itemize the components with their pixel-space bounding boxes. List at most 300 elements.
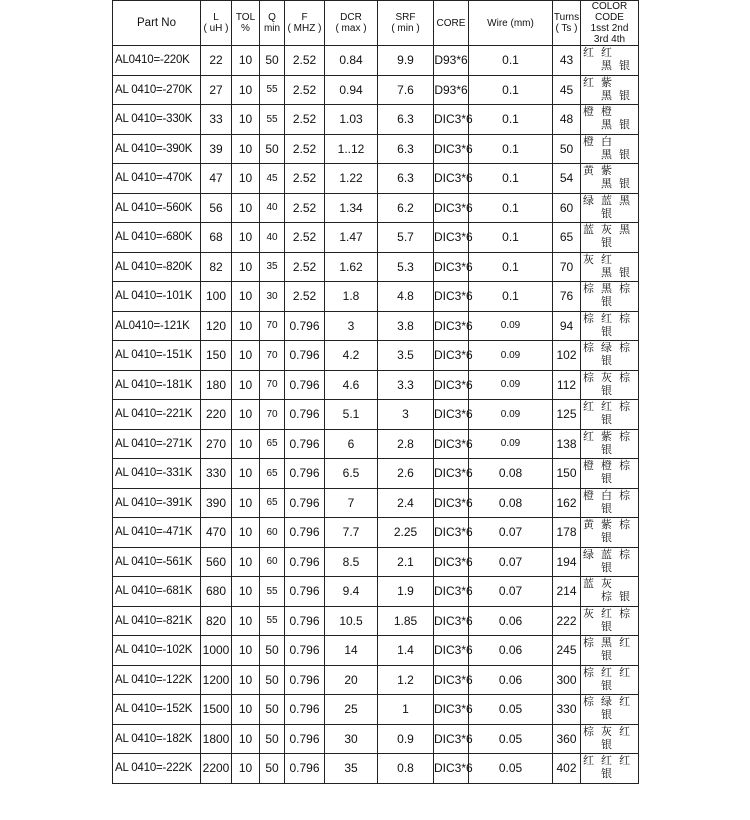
turns-cell: 138 <box>553 429 581 459</box>
turns-cell: 360 <box>553 724 581 754</box>
color-code-cell <box>581 724 639 754</box>
tolerance-cell: 10 <box>232 606 260 636</box>
part-number-cell: AL 0410=-820K <box>113 252 201 282</box>
dcr-cell: 8.5 <box>325 547 378 577</box>
core-cell: DIC3*6 <box>434 429 469 459</box>
wire-cell: 0.09 <box>469 341 553 371</box>
color-bands-line-1: 橙 白 <box>583 135 615 148</box>
part-number-cell: AL 0410=-271K <box>113 429 201 459</box>
turns-cell: 222 <box>553 606 581 636</box>
tolerance-cell: 10 <box>232 164 260 194</box>
q-cell: 70 <box>260 370 285 400</box>
q-cell: 50 <box>260 46 285 76</box>
color-code-cell <box>581 488 639 518</box>
color-bands-line-2: 黑 银 <box>601 60 633 73</box>
dcr-cell: 6 <box>325 429 378 459</box>
frequency-cell: 0.796 <box>285 577 325 607</box>
wire-cell: 0.09 <box>469 311 553 341</box>
dcr-cell: 1.34 <box>325 193 378 223</box>
color-bands-line-1: 灰 红 棕 <box>583 607 633 620</box>
color-bands-line-2: 黑 银 <box>601 89 633 102</box>
color-code-cell <box>581 252 639 282</box>
turns-cell: 300 <box>553 665 581 695</box>
wire-cell: 0.1 <box>469 252 553 282</box>
part-number-cell: AL 0410=-390K <box>113 134 201 164</box>
table-row <box>113 754 639 784</box>
frequency-cell: 0.796 <box>285 754 325 784</box>
core-cell: DIC3*6 <box>434 459 469 489</box>
frequency-cell: 2.52 <box>285 282 325 312</box>
color-bands-line-1: 红 红 红 <box>583 755 633 768</box>
wire-cell: 0.09 <box>469 370 553 400</box>
tolerance-cell: 10 <box>232 252 260 282</box>
dcr-cell: 20 <box>325 665 378 695</box>
frequency-cell: 0.796 <box>285 606 325 636</box>
core-cell: DIC3*6 <box>434 577 469 607</box>
srf-cell: 5.7 <box>378 223 434 253</box>
tolerance-cell: 10 <box>232 282 260 312</box>
part-number-cell: AL 0410=-391K <box>113 488 201 518</box>
turns-cell: 54 <box>553 164 581 194</box>
wire-cell: 0.1 <box>469 105 553 135</box>
inductance-cell: 560 <box>201 547 232 577</box>
dcr-cell: 3 <box>325 311 378 341</box>
srf-cell: 4.8 <box>378 282 434 312</box>
frequency-cell: 0.796 <box>285 341 325 371</box>
color-bands-line-2: 银 <box>601 738 614 751</box>
tolerance-cell: 10 <box>232 724 260 754</box>
color-code-cell <box>581 134 639 164</box>
dcr-cell: 1..12 <box>325 134 378 164</box>
color-bands-line-2: 银 <box>601 414 614 427</box>
part-number-cell: AL 0410=-561K <box>113 547 201 577</box>
dcr-cell: 1.8 <box>325 282 378 312</box>
frequency-cell: 0.796 <box>285 370 325 400</box>
color-bands-line-1: 棕 灰 棕 <box>583 371 633 384</box>
color-bands-line-2: 银 <box>601 620 614 633</box>
part-number-cell: AL 0410=-681K <box>113 577 201 607</box>
color-bands-line-1: 红 紫 棕 <box>583 430 633 443</box>
table-row <box>113 46 639 76</box>
table-row <box>113 724 639 754</box>
core-cell: DIC3*6 <box>434 547 469 577</box>
color-code-cell <box>581 164 639 194</box>
inductor-spec-table <box>112 0 639 784</box>
srf-cell: 0.9 <box>378 724 434 754</box>
header-inductance: L ( uH ) <box>201 1 232 46</box>
turns-cell: 60 <box>553 193 581 223</box>
color-bands-line-2: 银 <box>601 237 614 250</box>
table-row <box>113 105 639 135</box>
inductance-cell: 120 <box>201 311 232 341</box>
header-turns: Turns ( Ts ) <box>553 1 581 46</box>
srf-cell: 9.9 <box>378 46 434 76</box>
core-cell: DIC3*6 <box>434 400 469 430</box>
color-code-cell <box>581 459 639 489</box>
frequency-cell: 0.796 <box>285 665 325 695</box>
frequency-cell: 0.796 <box>285 518 325 548</box>
inductance-cell: 56 <box>201 193 232 223</box>
frequency-cell: 0.796 <box>285 429 325 459</box>
frequency-cell: 0.796 <box>285 724 325 754</box>
srf-cell: 3.3 <box>378 370 434 400</box>
color-bands-line-2: 银 <box>601 650 614 663</box>
color-bands-line-2: 银 <box>601 325 614 338</box>
srf-cell: 6.3 <box>378 134 434 164</box>
color-code-cell <box>581 311 639 341</box>
inductance-cell: 22 <box>201 46 232 76</box>
color-bands-line-2: 黑 银 <box>601 148 633 161</box>
color-bands-line-1: 蓝 灰 <box>583 578 615 591</box>
wire-cell: 0.1 <box>469 75 553 105</box>
q-cell: 35 <box>260 252 285 282</box>
frequency-cell: 2.52 <box>285 164 325 194</box>
turns-cell: 162 <box>553 488 581 518</box>
part-number-cell: AL 0410=-122K <box>113 665 201 695</box>
tolerance-cell: 10 <box>232 754 260 784</box>
dcr-cell: 25 <box>325 695 378 725</box>
part-number-cell: AL 0410=-151K <box>113 341 201 371</box>
srf-cell: 1.4 <box>378 636 434 666</box>
color-bands-line-1: 橙 橙 <box>583 106 615 119</box>
dcr-cell: 6.5 <box>325 459 378 489</box>
srf-cell: 1.9 <box>378 577 434 607</box>
dcr-cell: 9.4 <box>325 577 378 607</box>
turns-cell: 43 <box>553 46 581 76</box>
dcr-cell: 1.22 <box>325 164 378 194</box>
tolerance-cell: 10 <box>232 311 260 341</box>
color-bands-line-2: 银 <box>601 709 614 722</box>
q-cell: 50 <box>260 134 285 164</box>
dcr-cell: 4.2 <box>325 341 378 371</box>
srf-cell: 5.3 <box>378 252 434 282</box>
wire-cell: 0.07 <box>469 547 553 577</box>
dcr-cell: 1.47 <box>325 223 378 253</box>
core-cell: DIC3*6 <box>434 370 469 400</box>
frequency-cell: 2.52 <box>285 252 325 282</box>
color-code-cell <box>581 282 639 312</box>
color-bands-line-1: 绿 蓝 棕 <box>583 548 633 561</box>
frequency-cell: 2.52 <box>285 75 325 105</box>
inductance-cell: 27 <box>201 75 232 105</box>
dcr-cell: 0.94 <box>325 75 378 105</box>
wire-cell: 0.1 <box>469 282 553 312</box>
color-bands-line-1: 棕 绿 棕 <box>583 342 633 355</box>
wire-cell: 0.06 <box>469 665 553 695</box>
wire-cell: 0.08 <box>469 488 553 518</box>
q-cell: 60 <box>260 518 285 548</box>
frequency-cell: 0.796 <box>285 547 325 577</box>
dcr-cell: 35 <box>325 754 378 784</box>
table-row <box>113 695 639 725</box>
inductance-cell: 820 <box>201 606 232 636</box>
core-cell: DIC3*6 <box>434 488 469 518</box>
part-number-cell: AL 0410=-152K <box>113 695 201 725</box>
core-cell: DIC3*6 <box>434 193 469 223</box>
color-bands-line-1: 红 红 棕 <box>583 401 633 414</box>
color-bands-line-1: 橙 橙 棕 <box>583 460 633 473</box>
tolerance-cell: 10 <box>232 370 260 400</box>
color-code-cell <box>581 636 639 666</box>
inductance-cell: 1500 <box>201 695 232 725</box>
color-bands-line-2: 银 <box>601 384 614 397</box>
dcr-cell: 1.03 <box>325 105 378 135</box>
inductance-cell: 82 <box>201 252 232 282</box>
color-code-cell <box>581 341 639 371</box>
table-row <box>113 370 639 400</box>
color-bands-line-1: 棕 红 红 <box>583 666 633 679</box>
inductance-cell: 2200 <box>201 754 232 784</box>
inductance-cell: 1200 <box>201 665 232 695</box>
turns-cell: 245 <box>553 636 581 666</box>
srf-cell: 7.6 <box>378 75 434 105</box>
srf-cell: 3.8 <box>378 311 434 341</box>
core-cell: DIC3*6 <box>434 341 469 371</box>
part-number-cell: AL0410=-220K <box>113 46 201 76</box>
part-number-cell: AL 0410=-181K <box>113 370 201 400</box>
color-code-cell <box>581 665 639 695</box>
wire-cell: 0.1 <box>469 193 553 223</box>
core-cell: DIC3*6 <box>434 636 469 666</box>
color-bands-line-2: 银 <box>601 532 614 545</box>
turns-cell: 94 <box>553 311 581 341</box>
srf-cell: 1.2 <box>378 665 434 695</box>
part-number-cell: AL 0410=-101K <box>113 282 201 312</box>
wire-cell: 0.05 <box>469 695 553 725</box>
color-bands-line-1: 棕 灰 红 <box>583 725 633 738</box>
inductance-cell: 68 <box>201 223 232 253</box>
tolerance-cell: 10 <box>232 105 260 135</box>
tolerance-cell: 10 <box>232 134 260 164</box>
srf-cell: 0.8 <box>378 754 434 784</box>
color-bands-line-1: 棕 黑 棕 <box>583 283 633 296</box>
table-row <box>113 75 639 105</box>
turns-cell: 214 <box>553 577 581 607</box>
inductance-cell: 470 <box>201 518 232 548</box>
q-cell: 45 <box>260 164 285 194</box>
q-cell: 30 <box>260 282 285 312</box>
dcr-cell: 10.5 <box>325 606 378 636</box>
part-number-cell: AL 0410=-102K <box>113 636 201 666</box>
wire-cell: 0.09 <box>469 429 553 459</box>
tolerance-cell: 10 <box>232 75 260 105</box>
srf-cell: 2.8 <box>378 429 434 459</box>
q-cell: 50 <box>260 636 285 666</box>
header-color-code: COLOR CODE 1sst 2nd 3rd 4th <box>581 1 639 46</box>
dcr-cell: 14 <box>325 636 378 666</box>
table-row <box>113 341 639 371</box>
header-srf: SRF ( min ) <box>378 1 434 46</box>
turns-cell: 194 <box>553 547 581 577</box>
q-cell: 50 <box>260 754 285 784</box>
srf-cell: 6.3 <box>378 105 434 135</box>
color-code-cell <box>581 223 639 253</box>
frequency-cell: 0.796 <box>285 459 325 489</box>
frequency-cell: 2.52 <box>285 134 325 164</box>
core-cell: DIC3*6 <box>434 105 469 135</box>
frequency-cell: 0.796 <box>285 311 325 341</box>
table-header-row <box>113 1 639 46</box>
color-bands-line-1: 黄 紫 棕 <box>583 519 633 532</box>
color-bands-line-2: 银 <box>601 443 614 456</box>
frequency-cell: 0.796 <box>285 488 325 518</box>
srf-cell: 3.5 <box>378 341 434 371</box>
inductance-cell: 220 <box>201 400 232 430</box>
color-bands-line-2: 棕 银 <box>601 591 633 604</box>
srf-cell: 2.4 <box>378 488 434 518</box>
frequency-cell: 2.52 <box>285 46 325 76</box>
inductance-cell: 47 <box>201 164 232 194</box>
header-dcr: DCR ( max ) <box>325 1 378 46</box>
turns-cell: 125 <box>553 400 581 430</box>
wire-cell: 0.07 <box>469 577 553 607</box>
wire-cell: 0.05 <box>469 724 553 754</box>
q-cell: 50 <box>260 665 285 695</box>
tolerance-cell: 10 <box>232 400 260 430</box>
table-row <box>113 164 639 194</box>
color-bands-line-2: 银 <box>601 502 614 515</box>
tolerance-cell: 10 <box>232 518 260 548</box>
table-row <box>113 134 639 164</box>
table-row <box>113 193 639 223</box>
turns-cell: 45 <box>553 75 581 105</box>
dcr-cell: 7 <box>325 488 378 518</box>
color-bands-line-2: 银 <box>601 296 614 309</box>
wire-cell: 0.06 <box>469 606 553 636</box>
header-wire: Wire (mm) <box>469 1 553 46</box>
part-number-cell: AL 0410=-331K <box>113 459 201 489</box>
core-cell: DIC3*6 <box>434 606 469 636</box>
turns-cell: 70 <box>553 252 581 282</box>
part-number-cell: AL 0410=-471K <box>113 518 201 548</box>
tolerance-cell: 10 <box>232 193 260 223</box>
q-cell: 40 <box>260 193 285 223</box>
color-code-cell <box>581 754 639 784</box>
color-bands-line-2: 银 <box>601 355 614 368</box>
q-cell: 50 <box>260 724 285 754</box>
color-bands-line-1: 灰 红 <box>583 253 615 266</box>
color-bands-line-1: 红 红 <box>583 47 615 60</box>
wire-cell: 0.1 <box>469 164 553 194</box>
color-bands-line-2: 黑 银 <box>601 266 633 279</box>
color-bands-line-1: 棕 红 棕 <box>583 312 633 325</box>
dcr-cell: 5.1 <box>325 400 378 430</box>
table-row <box>113 606 639 636</box>
table-row <box>113 547 639 577</box>
q-cell: 65 <box>260 459 285 489</box>
tolerance-cell: 10 <box>232 636 260 666</box>
turns-cell: 50 <box>553 134 581 164</box>
wire-cell: 0.05 <box>469 754 553 784</box>
srf-cell: 2.25 <box>378 518 434 548</box>
frequency-cell: 0.796 <box>285 636 325 666</box>
part-number-cell: AL 0410=-470K <box>113 164 201 194</box>
table-row <box>113 223 639 253</box>
core-cell: DIC3*6 <box>434 311 469 341</box>
q-cell: 40 <box>260 223 285 253</box>
header-part-no: Part No <box>113 1 201 46</box>
turns-cell: 402 <box>553 754 581 784</box>
color-code-cell <box>581 193 639 223</box>
color-bands-line-1: 黄 紫 <box>583 165 615 178</box>
inductance-cell: 1800 <box>201 724 232 754</box>
color-bands-line-2: 银 <box>601 679 614 692</box>
color-code-cell <box>581 75 639 105</box>
turns-cell: 150 <box>553 459 581 489</box>
dcr-cell: 30 <box>325 724 378 754</box>
tolerance-cell: 10 <box>232 429 260 459</box>
part-number-cell: AL 0410=-182K <box>113 724 201 754</box>
q-cell: 70 <box>260 400 285 430</box>
color-code-cell <box>581 606 639 636</box>
tolerance-cell: 10 <box>232 46 260 76</box>
color-code-cell <box>581 429 639 459</box>
tolerance-cell: 10 <box>232 223 260 253</box>
core-cell: DIC3*6 <box>434 754 469 784</box>
part-number-cell: AL 0410=-560K <box>113 193 201 223</box>
color-code-cell <box>581 547 639 577</box>
part-number-cell: AL 0410=-222K <box>113 754 201 784</box>
srf-cell: 3 <box>378 400 434 430</box>
turns-cell: 48 <box>553 105 581 135</box>
inductance-cell: 270 <box>201 429 232 459</box>
color-bands-line-2: 黑 银 <box>601 119 633 132</box>
tolerance-cell: 10 <box>232 341 260 371</box>
q-cell: 55 <box>260 105 285 135</box>
table-row <box>113 577 639 607</box>
turns-cell: 102 <box>553 341 581 371</box>
dcr-cell: 4.6 <box>325 370 378 400</box>
dcr-cell: 0.84 <box>325 46 378 76</box>
srf-cell: 2.6 <box>378 459 434 489</box>
srf-cell: 2.1 <box>378 547 434 577</box>
color-code-cell <box>581 400 639 430</box>
header-tolerance: TOL % <box>232 1 260 46</box>
q-cell: 70 <box>260 341 285 371</box>
core-cell: D93*6 <box>434 75 469 105</box>
color-bands-line-2: 黑 银 <box>601 178 633 191</box>
dcr-cell: 7.7 <box>325 518 378 548</box>
inductance-cell: 180 <box>201 370 232 400</box>
tolerance-cell: 10 <box>232 695 260 725</box>
core-cell: DIC3*6 <box>434 134 469 164</box>
srf-cell: 6.2 <box>378 193 434 223</box>
table-row <box>113 429 639 459</box>
color-bands-line-2: 银 <box>601 768 614 781</box>
color-code-cell <box>581 695 639 725</box>
wire-cell: 0.09 <box>469 400 553 430</box>
table-row <box>113 459 639 489</box>
color-bands-line-2: 银 <box>601 473 614 486</box>
table-row <box>113 665 639 695</box>
inductance-cell: 100 <box>201 282 232 312</box>
color-bands-line-1: 橙 白 棕 <box>583 489 633 502</box>
header-core: CORE <box>434 1 469 46</box>
header-q-min: Q min <box>260 1 285 46</box>
q-cell: 50 <box>260 695 285 725</box>
color-code-cell <box>581 105 639 135</box>
tolerance-cell: 10 <box>232 665 260 695</box>
header-frequency: F ( MHZ ) <box>285 1 325 46</box>
srf-cell: 6.3 <box>378 164 434 194</box>
color-bands-line-1: 蓝 灰 黑 <box>583 224 633 237</box>
q-cell: 55 <box>260 606 285 636</box>
part-number-cell: AL 0410=-270K <box>113 75 201 105</box>
tolerance-cell: 10 <box>232 547 260 577</box>
inductance-cell: 150 <box>201 341 232 371</box>
color-code-cell <box>581 577 639 607</box>
q-cell: 70 <box>260 311 285 341</box>
